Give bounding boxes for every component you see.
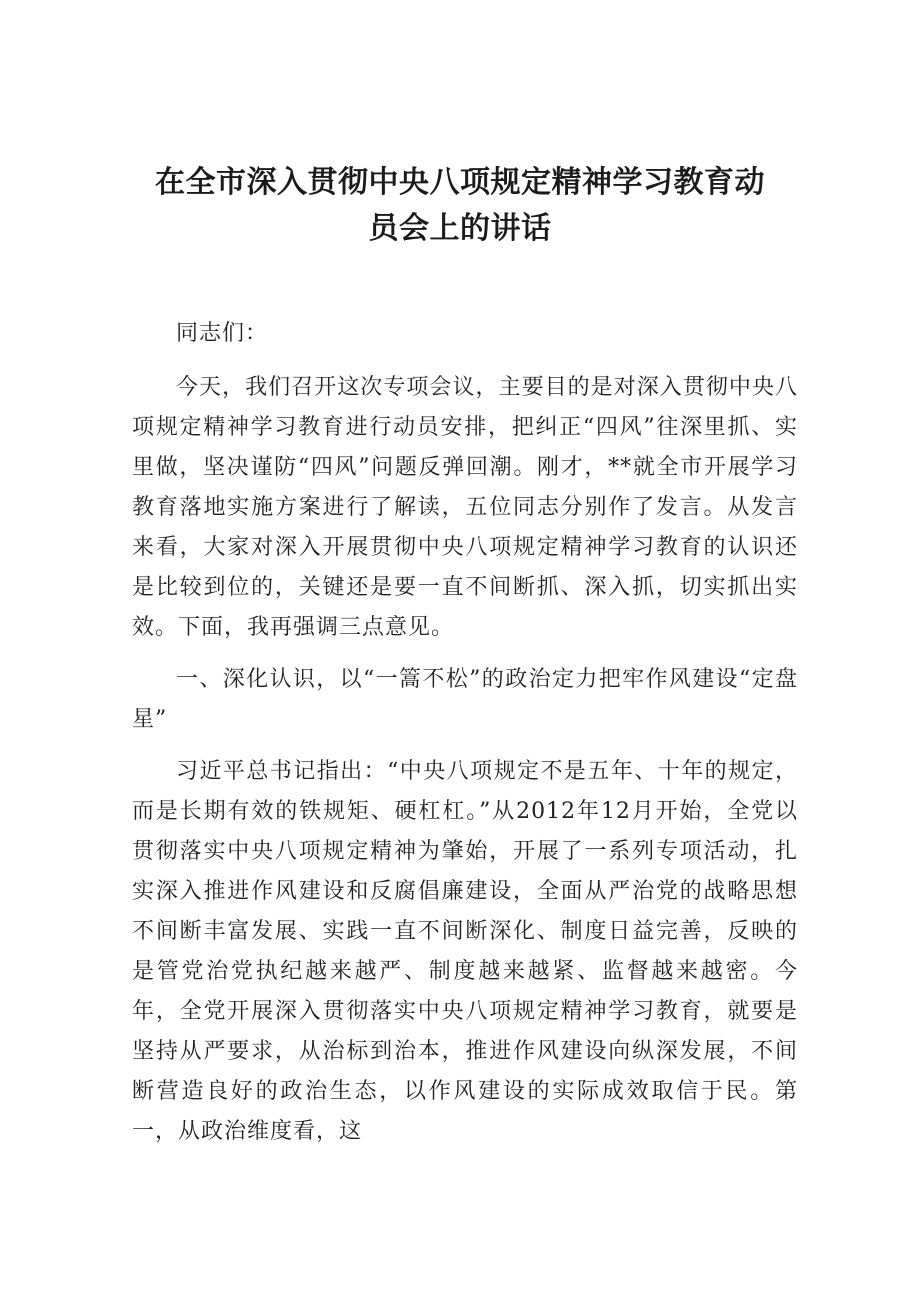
salutation: 同志们： [176, 321, 269, 346]
document-body [132, 314, 798, 1164]
document-title [130, 160, 790, 252]
title-line-2: 员会上的讲话 [368, 211, 552, 246]
section-heading-1: 一、深化认识，以“一篙不松”的政治定力把牢作风建设“定盘星” [132, 667, 798, 732]
title-line-1: 在全市深入贯彻中央八项规定精神学习教育动 [155, 165, 765, 200]
paragraph-intro: 今天，我们召开这次专项会议，主要目的是对深入贯彻中央八项规定精神学习教育进行动员安排，把纠正“四风”往深里抓、实里做，坚决谨防“四风”问题反弹回潮。刚才，**就全市开展学习教育落地实施方案进行了解读，五位同志分别作了发言。从发言来看，大家对深入开展贯彻中央八项规定精神学习教育的认识还是比较到位的，关键还是要一直不间断抓、深入抓，切实抓出实效。下面，我再强调三点意见。 [132, 375, 798, 640]
paragraph-section-1: 习近平总书记指出：“中央八项规定不是五年、十年的规定，而是长期有效的铁规矩、硬杠杠。”从2012年12月开始，全党以贯彻落实中央八项规定精神为肇始，开展了一系列专项活动，扎实深入推进作风建设和反腐倡廉建设，全面从严治党的战略思想不间断丰富发展、实践一直不间断深化、制度日益完善，反映的是管党治党执纪越来越严、制度越来越紧、监督越来越密。今年，全党开展深入贯彻落实中央八项规定精神学习教育，就要是坚持从严要求，从治标到治本，推进作风建设向纵深发展，不间断营造良好的政治生态，以作风建设的实际成效取信于民。第一，从政治维度看，这 [132, 759, 798, 1144]
